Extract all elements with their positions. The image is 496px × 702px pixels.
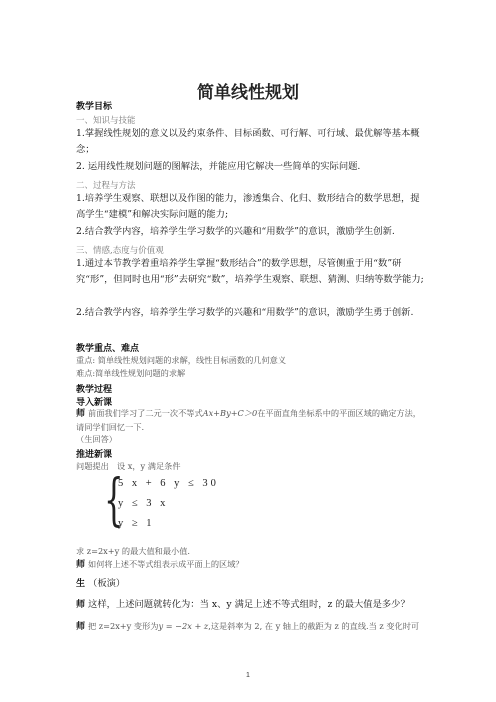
intro-heading: 导入新课 (76, 398, 113, 408)
page-number: 1 (246, 672, 250, 679)
goals-section-3-title: 三、情感,态度与价值观 (76, 246, 164, 256)
teacher-label: 师 (76, 409, 86, 419)
teacher-label: 师 (76, 560, 86, 570)
goals-section-2-item-2: 2.结合教学内容，培养学生学习数学的兴趣和“用数学”的意识，激励学生创新. (76, 226, 395, 237)
focus-difficulty: 难点:简单线性规划问题的求解 (76, 368, 186, 378)
problem-statement: 问题提出 设 x，y 满足条件 (76, 461, 181, 471)
teacher-question-1: 师 如何将上述不等式组表示成平面上的区域？ (76, 559, 244, 570)
goals-heading: 教学目标 (76, 102, 113, 112)
intro-answer: （生回答） (76, 434, 117, 444)
intro-formula: Ax+By+C＞0 (202, 408, 258, 418)
process-heading: 教学过程 (76, 385, 113, 395)
teacher-label: 师 (76, 600, 86, 610)
goals-section-1-title: 一、知识与技能 (76, 116, 136, 126)
focus-key-points: 重点: 简单线性规划问题的求解，线性目标函数的几何意义 (76, 355, 287, 365)
goals-section-3-item-2: 2.结合教学内容，培养学生学习数学的兴趣和“用数学”的意识，激励学生勇于创新. (76, 307, 414, 318)
teacher-label: 师 (76, 622, 86, 632)
intro-paragraph: 师 前面我们学习了二元一次不等式Ax+By+C＞0在平面直角坐标系中的平面区域的确定方法，请同学们回忆一下. (76, 408, 421, 432)
goals-section-1-item-1: 1.掌握线性规划的意义以及约束条件、目标函数、可行解、可行域、最优解等基本概念； (76, 128, 420, 155)
goals-section-2-item-1: 1.培养学生观察、联想以及作图的能力，渗透集合、化归、数形结合的数学思想，提高学生“建模”和解决实际问题的能力; (76, 193, 420, 220)
goals-section-3-item-1: 1.通过本节教学着重培养学生掌握“数形结合”的数学思想，尽管侧重于用“数”研究“形”，但同时也用“形”去研究“数”，培养学生观察、联想、猜测、归纳等数学能力; (76, 258, 424, 285)
inequality-system (104, 468, 224, 534)
teacher-statement-2: 师 这样，上述问题就转化为：当 x、y 满足上述不等式组时，z 的最大值是多少？ (76, 599, 410, 610)
teacher-statement-3: 师 把 z=2x+y 变形为y = −2x + z,这是斜率为 2, 在 y 轴上的截距为 z 的直线.当 z 变化时可 (76, 621, 420, 632)
question-text: 求 z=2x+y 的最大值和最小值. (76, 546, 190, 556)
page-title: 简单线性规划 (197, 83, 299, 103)
inequality-row: y ≤ 3 x (118, 498, 169, 509)
left-brace: { (104, 468, 124, 533)
student-label: 生 (76, 579, 86, 589)
new-lesson-heading: 推进新课 (76, 450, 113, 460)
goals-section-1-item-2: 2. 运用线性规划问题的图解法，并能应用它解决一些简单的实际问题. (76, 161, 361, 172)
transform-formula: y = −2x + z (158, 621, 209, 631)
student-response: 生 （板演） (76, 578, 126, 589)
inequality-row: 5 x + 6 y ≤ 30 (118, 478, 219, 489)
inequality-row: y ≥ 1 (118, 518, 155, 529)
focus-heading: 教学重点、难点 (76, 344, 140, 354)
goals-section-2-title: 二、过程与方法 (76, 181, 136, 191)
